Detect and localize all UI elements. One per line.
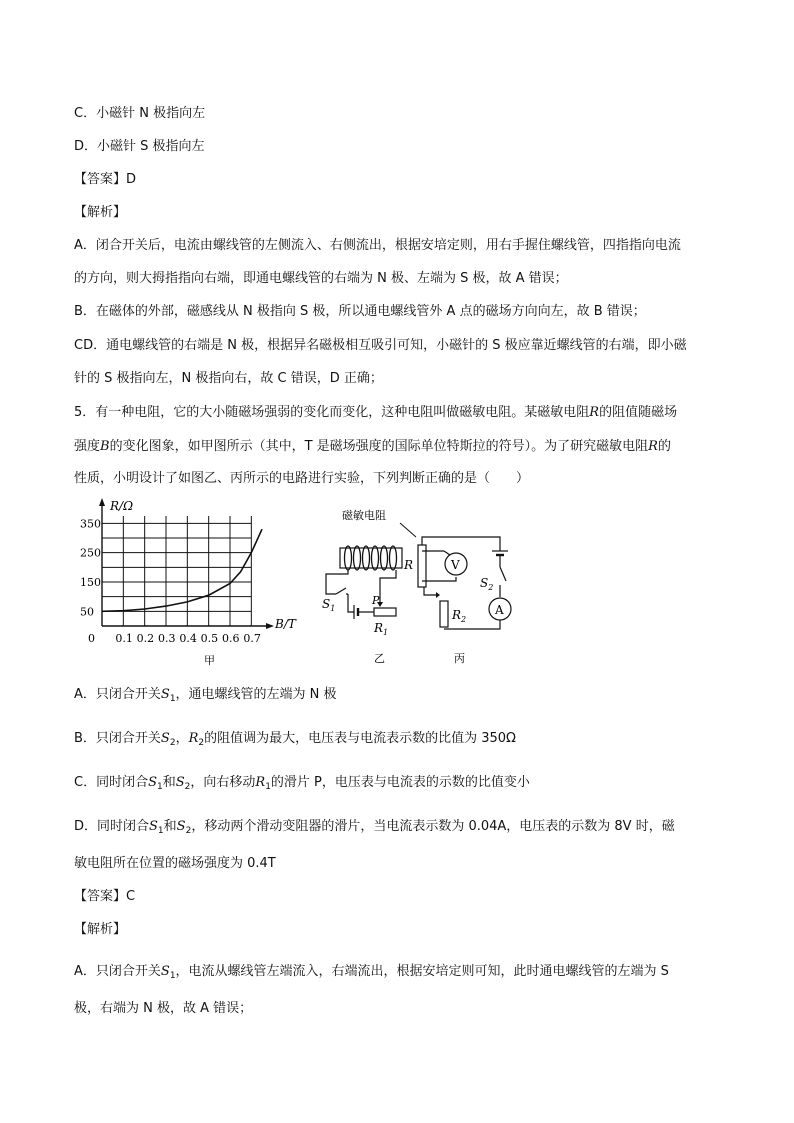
analysis-1-header: 【解析】 <box>74 205 127 220</box>
chart-series-line <box>102 529 262 611</box>
label-a: A <box>495 603 504 617</box>
label-s1: $S_1$ <box>322 597 336 613</box>
caption-yi: 乙 <box>374 652 385 665</box>
question-5-line1: 5．有一种电阻，它的大小随磁场强弱的变化而变化，这种电阻叫做磁敏电阻。某磁敏电阻R的阻值随磁场 <box>74 405 678 420</box>
chart-x-tick-label: 0.5 <box>200 632 219 645</box>
chart-ylabel: R/Ω <box>110 499 134 513</box>
caption-bing: 丙 <box>454 652 465 665</box>
analysis-1-a-line1: A．闭合开关后，电流由螺线管的左侧流入、右侧流出，根据安培定则，用右手握住螺线管，四指指向电流 <box>74 238 681 253</box>
label-r: R <box>404 558 414 572</box>
analysis-1-cd-line1: CD．通电螺线管的右端是 N 极，根据异名磁极相互吸引可知，小磁针的 S 极应靠近螺线管的右端，即小磁 <box>74 338 687 353</box>
chart-grid <box>99 498 274 629</box>
option-d-line1: D．同时闭合$S_1$和$S_2$，移动两个滑动变阻器的滑片，当电流表示数为 0.04A，电压表的示数为 8V 时，磁 <box>74 819 675 836</box>
analysis-1-cd-line2: 针的 S 极指向左，N 极指向右，故 C 错误，D 正确； <box>74 371 383 386</box>
chart-y-tick-label: 350 <box>80 517 101 531</box>
chart-jia <box>80 496 296 668</box>
chart-origin: 0 <box>88 632 95 645</box>
chart-x-tick-label: 0.1 <box>115 632 133 645</box>
option-c: C．同时闭合$S_1$和$S_2$，向右移动$R_1$的滑片 P，电压表与电流表的示数的比值变小 <box>74 775 530 792</box>
chart-xlabel: B/T <box>275 617 296 631</box>
question-5-line2: 强度B的变化图象，如甲图所示（其中，T 是磁场强度的国际单位特斯拉的符号）。为了研究磁敏电阻R的 <box>74 439 671 454</box>
label-v: V <box>451 558 460 572</box>
chart-x-tick-label: 0.3 <box>158 632 176 645</box>
option-c-prev: C．小磁针 N 极指向左 <box>74 106 206 121</box>
rheostat-r2 <box>440 601 448 627</box>
analysis-2-a-line2: 极，右端为 N 极，故 A 错误； <box>74 1001 253 1016</box>
chart-y-tick-label: 150 <box>80 576 101 589</box>
chart-caption: 甲 <box>204 654 215 667</box>
switch-s2 <box>500 567 506 581</box>
chart-x-tick-label: 0.4 <box>179 632 197 645</box>
chart-x-arrow <box>266 623 274 629</box>
chart-x-tick-label: 0.6 <box>222 632 240 645</box>
label-p: P <box>372 594 380 607</box>
answer-2: 【答案】C <box>74 889 136 904</box>
chart-y-arrow <box>99 498 105 506</box>
label-s2: $S_2$ <box>480 576 494 592</box>
analysis-1-a-line2: 的方向，则大拇指指向右端，即通电螺线管的右端为 N 极、左端为 S 极，故 A 错误； <box>74 271 568 286</box>
analysis-1-b: B．在磁体的外部，磁感线从 N 极指向 S 极，所以通电螺线管外 A 点的磁场方向向左，故 B 错误； <box>74 304 646 319</box>
label-r2: $R_2$ <box>452 608 467 624</box>
option-a: A．只闭合开关$S_1$，通电螺线管的左端为 N 极 <box>74 687 337 704</box>
circuit-bing <box>340 505 520 668</box>
chart-x-tick-label: 0.2 <box>136 632 155 645</box>
chart-x-tick-label: 0.7 <box>243 632 261 645</box>
analysis-2-a-line1: A．只闭合开关$S_1$，电流从螺线管左端流入，右端流出，根据安培定则可知，此时通电螺线管的左端为 S <box>74 964 669 981</box>
question-5-line3: 性质，小明设计了如图乙、丙所示的电路进行实验，下列判断正确的是（ ） <box>74 471 530 486</box>
option-d-line2: 敏电阻所在位置的磁场强度为 0.4T <box>74 856 276 871</box>
option-b: B．只闭合开关$S_2$，$R_2$的阻值调为最大，电压表与电流表示数的比值为 350Ω <box>74 731 516 748</box>
label-magnetoresistor: 磁敏电阻 <box>342 509 386 522</box>
chart-y-tick-label: 250 <box>80 546 101 560</box>
answer-1: 【答案】D <box>74 172 137 187</box>
chart-y-tick-label: 50 <box>80 605 94 619</box>
option-d-prev: D．小磁针 S 极指向左 <box>74 139 205 154</box>
analysis-2-header: 【解析】 <box>74 922 127 937</box>
label-r1: $R_1$ <box>374 621 389 637</box>
